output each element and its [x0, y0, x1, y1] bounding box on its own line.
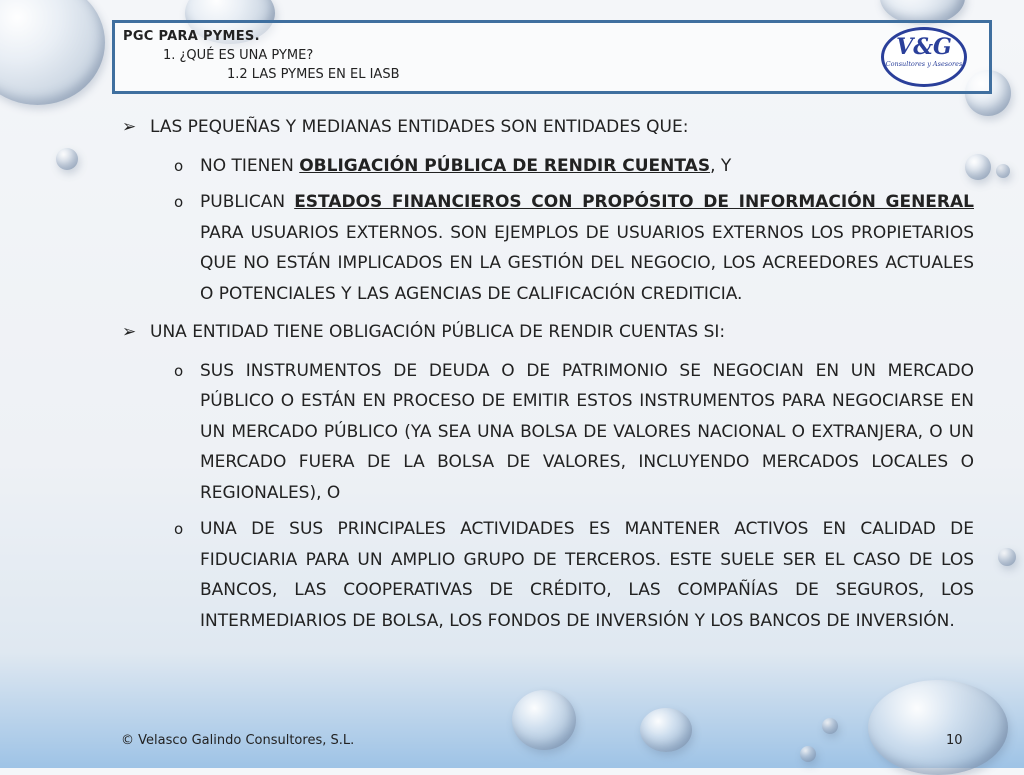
- bullet-text: PUBLICAN: [200, 192, 295, 212]
- bullet-text: , Y: [710, 155, 732, 176]
- footer-copyright: © Velasco Galindo Consultores, S.L.: [121, 733, 355, 748]
- slide-number: 10: [946, 733, 963, 748]
- bubble-decoration: [56, 148, 78, 170]
- circle-bullet-icon: o: [174, 361, 184, 380]
- logo-mark: V&G: [896, 34, 952, 60]
- bubble-decoration: [822, 718, 838, 734]
- header-section: 1. ¿QUÉ ES UNA PYME?: [163, 48, 314, 63]
- arrow-bullet-icon: ➢: [122, 322, 137, 342]
- slide-body: [122, 112, 974, 642]
- bullet-text: PARA USUARIOS EXTERNOS. SON EJEMPLOS DE USUARIOS EXTERNOS LOS PROPIETARIOS QUE NO ESTÁN IMPLICADOS EN LA GESTIÓN DEL NEGOCIO, LOS ACREEDORES ACTUALES O POTENCIALES Y LAS AGENCIAS DE CALIFICACIÓN CREDITICIA.: [200, 222, 974, 304]
- arrow-bullet-icon: ➢: [122, 117, 137, 137]
- bullet-text: LAS PEQUEÑAS Y MEDIANAS ENTIDADES SON ENTIDADES QUE:: [150, 117, 689, 137]
- bullet-level1: [122, 112, 974, 143]
- bubble-decoration: [512, 690, 576, 750]
- header-title: PGC PARA PYMES.: [123, 29, 260, 44]
- slide-header: [112, 20, 992, 94]
- circle-bullet-icon: o: [174, 193, 184, 211]
- bullet-level2: [122, 151, 974, 182]
- company-logo: [881, 27, 967, 87]
- bubble-decoration: [0, 0, 105, 105]
- bullet-text: UNA ENTIDAD TIENE OBLIGACIÓN PÚBLICA DE RENDIR CUENTAS SI:: [150, 322, 726, 342]
- bubble-decoration: [800, 746, 816, 762]
- circle-bullet-icon: o: [174, 156, 184, 175]
- circle-bullet-icon: o: [174, 520, 184, 538]
- bullet-level2: [122, 356, 974, 509]
- bullet-level2: [122, 187, 974, 309]
- logo-subtitle: Consultores y Asesores: [885, 60, 963, 68]
- bubble-decoration: [996, 164, 1010, 178]
- bullet-text: UNA DE SUS PRINCIPALES ACTIVIDADES ES MANTENER ACTIVOS EN CALIDAD DE FIDUCIARIA PARA UN AMPLIO GRUPO DE TERCEROS. ESTE SUELE SER EL CASO DE LOS BANCOS, LAS COOPERATIVAS DE CRÉDITO, LAS COMPAÑÍAS DE SEGUROS, LOS INTERMEDIARIOS DE BOLSA, LOS FONDOS DE INVERSIÓN Y LOS BANCOS DE INVERSIÓN.: [200, 519, 974, 631]
- bubble-decoration: [868, 680, 1008, 775]
- bullet-text: SUS INSTRUMENTOS DE DEUDA O DE PATRIMONIO SE NEGOCIAN EN UN MERCADO PÚBLICO O ESTÁN EN PROCESO DE EMITIR ESTOS INSTRUMENTOS PARA NEGOCIARSE EN UN MERCADO PÚBLICO (YA SEA UNA BOLSA DE VALORES NACIONAL O EXTRANJERA, O UN MERCADO FUERA DE LA BOLSA DE VALORES, INCLUYENDO MERCADOS LOCALES O REGIONALES), O: [200, 360, 974, 503]
- bubble-decoration: [998, 548, 1016, 566]
- bubble-decoration: [640, 708, 692, 752]
- header-subsection: 1.2 LAS PYMES EN EL IASB: [227, 67, 400, 82]
- bullet-level1: [122, 317, 974, 348]
- bullet-emphasis: OBLIGACIÓN PÚBLICA DE RENDIR CUENTAS: [299, 155, 711, 176]
- bullet-emphasis: ESTADOS FINANCIEROS CON PROPÓSITO DE INFORMACIÓN GENERAL: [294, 192, 974, 212]
- bullet-level2: [122, 514, 974, 636]
- bullet-text: NO TIENEN: [200, 155, 300, 176]
